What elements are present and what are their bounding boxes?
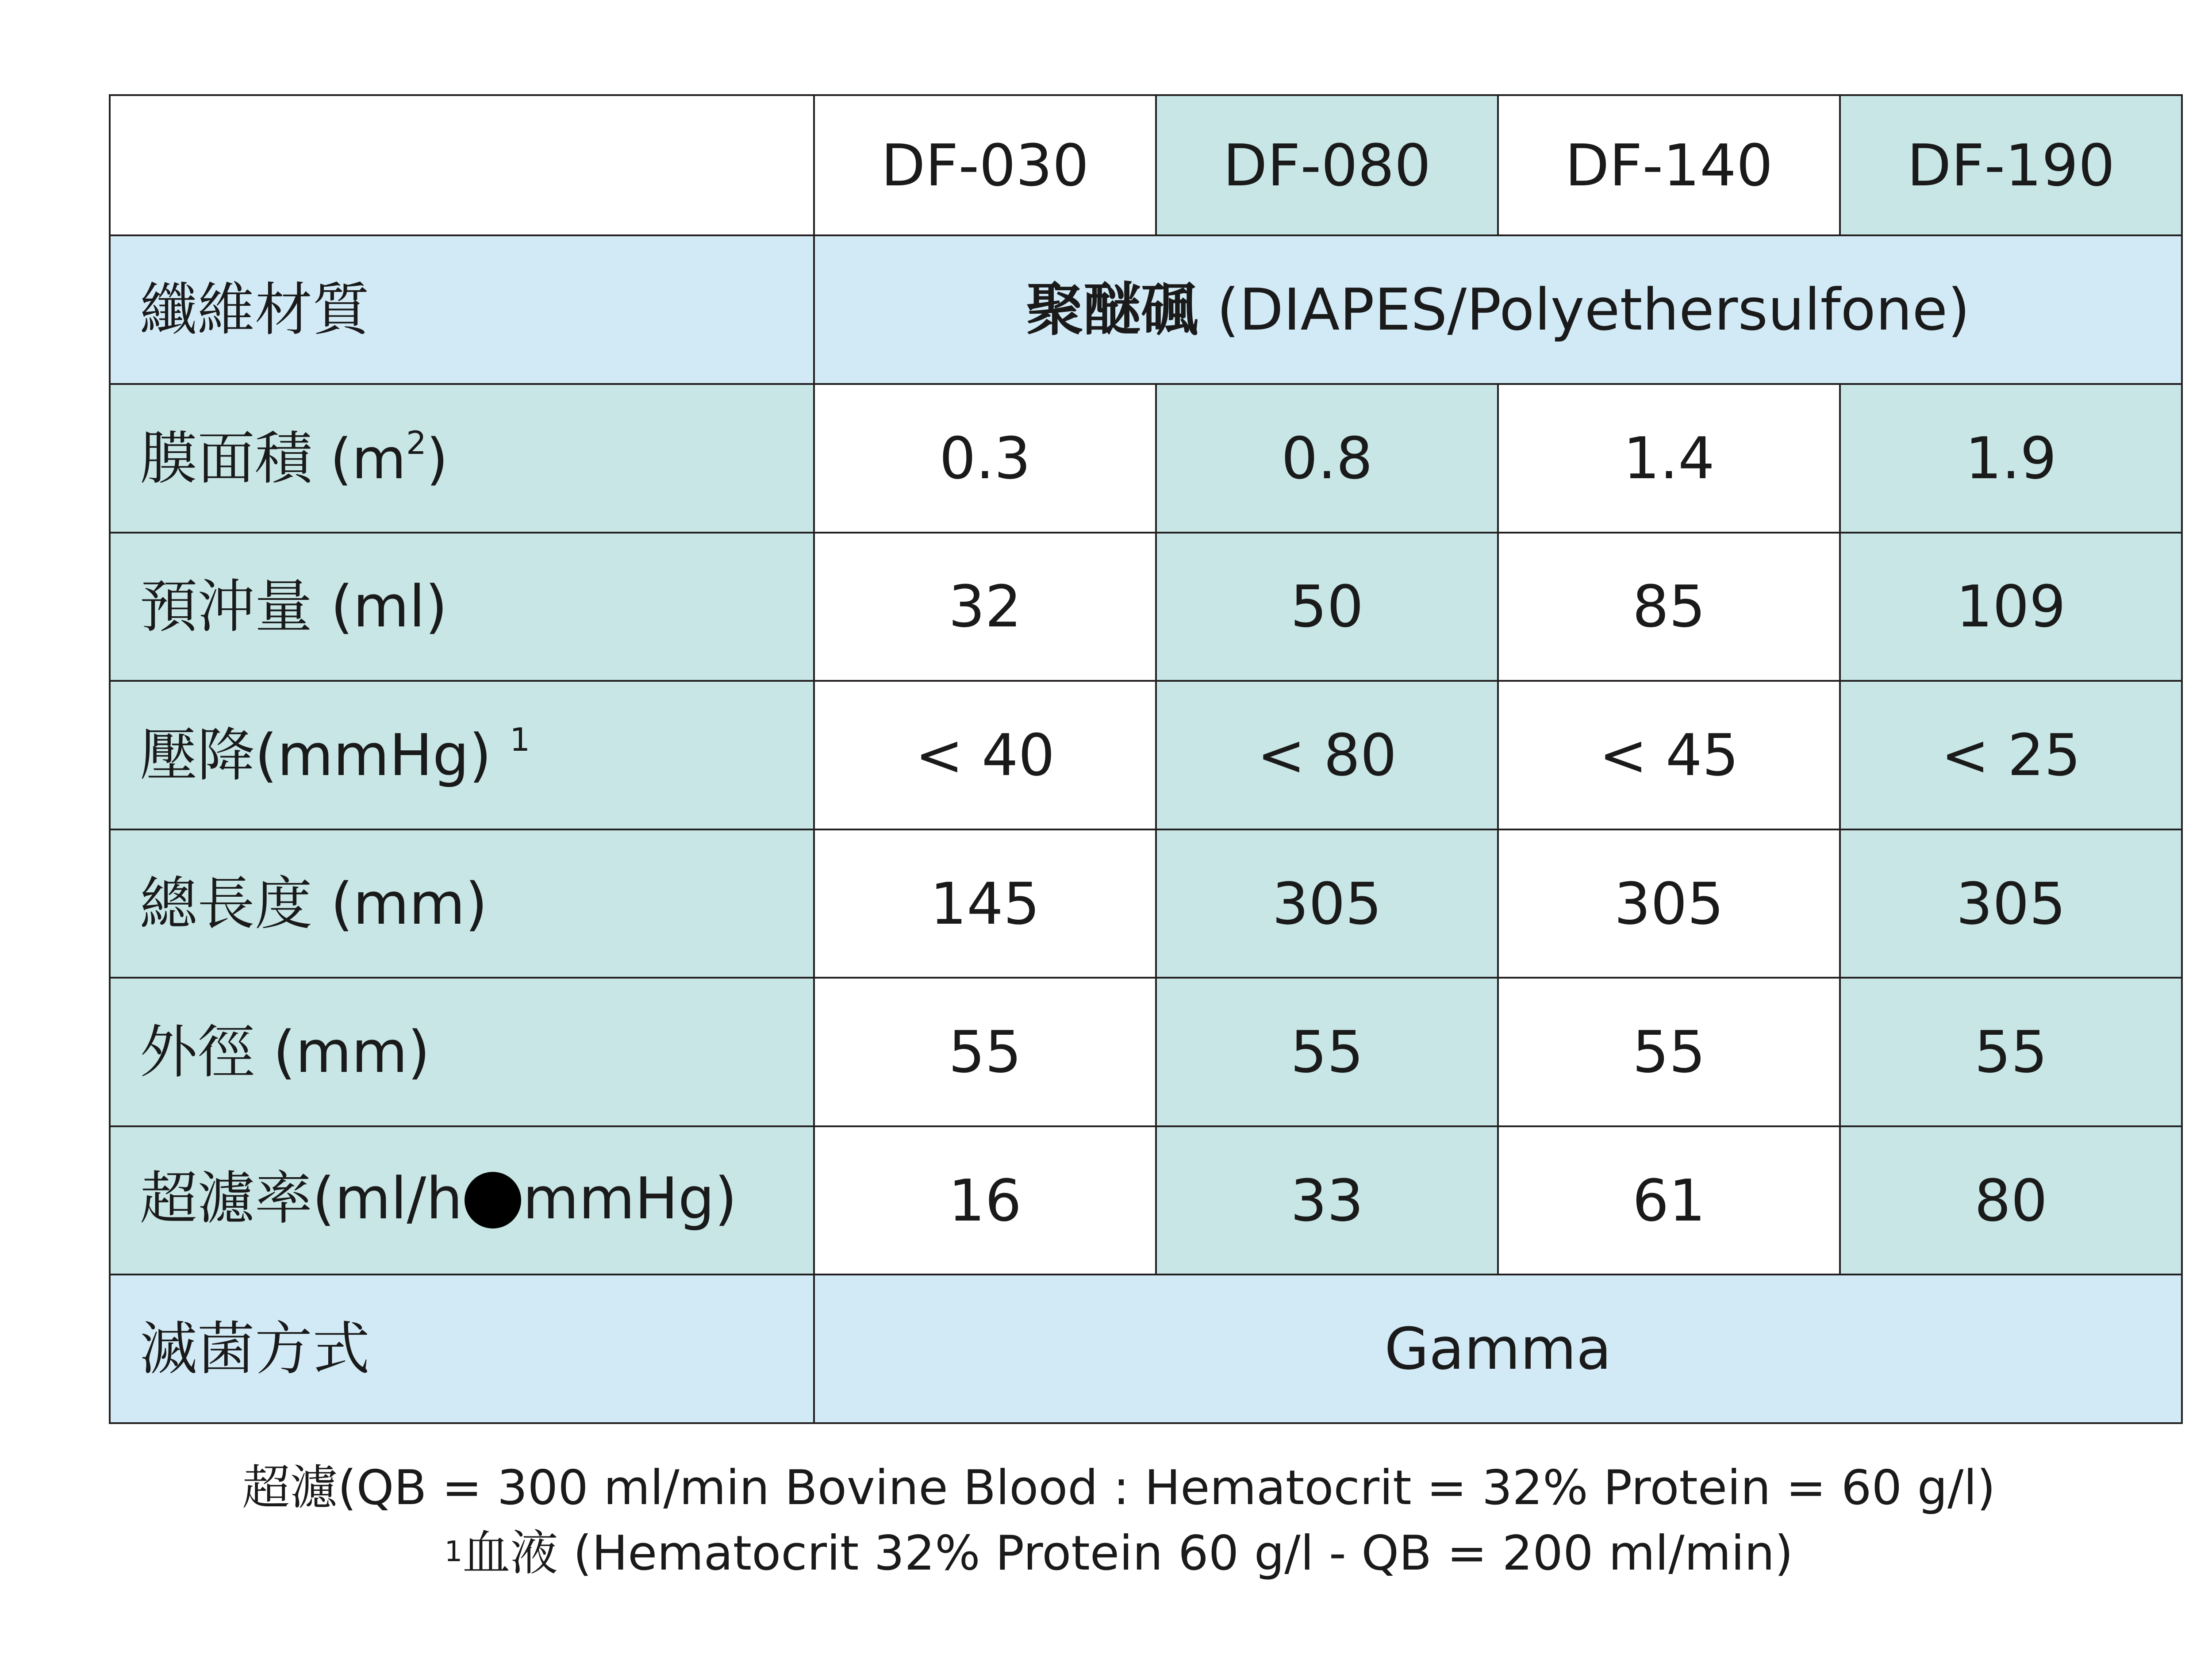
pressure-value-df-080: < 80 [1156, 681, 1498, 829]
row-label-pressure [110, 681, 814, 829]
priming-value-df-080: 50 [1156, 533, 1498, 681]
area-value-df-190: 1.9 [1840, 384, 2182, 533]
row-label-sterilization: 滅菌方式 [110, 1275, 814, 1423]
footnote-blood-text: 血液 (Hematocrit 32% Protein 60 g/l - QB = 200 ml/min) [462, 1526, 1793, 1581]
spec-table [109, 94, 2183, 1424]
ultrafiltration-row [110, 1126, 2182, 1275]
area-label-unit-post: ) [426, 426, 448, 491]
bullet-dot-icon [465, 1172, 521, 1229]
area-value-df-140: 1.4 [1498, 384, 1840, 533]
diameter-value-df-190: 55 [1840, 978, 2182, 1126]
pressure-value-df-140: < 45 [1498, 681, 1840, 829]
fiber-material-value [814, 235, 2182, 384]
area-value-df-030: 0.3 [814, 384, 1156, 533]
pressure-drop-row [110, 681, 2182, 829]
model-header-df-030: DF-030 [814, 95, 1156, 235]
diameter-value-df-080: 55 [1156, 978, 1498, 1126]
pressure-value-df-030: < 40 [814, 681, 1156, 829]
row-label-uf [110, 1126, 814, 1275]
priming-value-df-140: 85 [1498, 533, 1840, 681]
model-header-df-080: DF-080 [1156, 95, 1498, 235]
length-value-df-080: 305 [1156, 829, 1498, 978]
row-label-area [110, 384, 814, 533]
footnote-blood [0, 1521, 2212, 1586]
total-length-row [110, 829, 2182, 978]
area-label-zh: 膜面積 [140, 424, 313, 492]
row-label-diameter: 外徑 (mm) [110, 978, 814, 1126]
fiber-material-zh: 聚醚碸 [1025, 276, 1198, 344]
length-value-df-030: 145 [814, 829, 1156, 978]
pressure-value-df-190: < 25 [1840, 681, 2182, 829]
footnote-blood-mark: 1 [444, 1536, 463, 1568]
model-header-df-140: DF-140 [1498, 95, 1840, 235]
area-value-df-080: 0.8 [1156, 384, 1498, 533]
uf-value-df-030: 16 [814, 1126, 1156, 1275]
sterilization-value: Gamma [814, 1275, 2182, 1423]
fiber-material-row [110, 235, 2182, 384]
priming-volume-row [110, 533, 2182, 681]
model-header-df-190: DF-190 [1840, 95, 2182, 235]
uf-label-pre: 超濾率(ml/h [140, 1165, 463, 1232]
uf-value-df-140: 61 [1498, 1126, 1840, 1275]
sterilization-row [110, 1275, 2182, 1423]
priming-value-df-030: 32 [814, 533, 1156, 681]
corner-cell [110, 95, 814, 235]
outer-diameter-row [110, 978, 2182, 1126]
uf-value-df-190: 80 [1840, 1126, 2182, 1275]
membrane-area-row [110, 384, 2182, 533]
row-label-priming: 預沖量 (ml) [110, 533, 814, 681]
length-value-df-140: 305 [1498, 829, 1840, 978]
pressure-label-footnote-mark: 1 [510, 721, 530, 758]
row-label-length: 總長度 (mm) [110, 829, 814, 978]
header-row [110, 95, 2182, 235]
row-label-fiber: 纖維材質 [110, 235, 814, 384]
footnote-ultrafiltration: 超濾(QB = 300 ml/min Bovine Blood : Hematocrit = 32% Protein = 60 g/l) [242, 1460, 1996, 1516]
uf-value-df-080: 33 [1156, 1126, 1498, 1275]
diameter-value-df-140: 55 [1498, 978, 1840, 1126]
area-label-unit-pre: (m [312, 426, 406, 491]
area-label-unit-sup: 2 [406, 424, 426, 461]
diameter-value-df-030: 55 [814, 978, 1156, 1126]
length-value-df-190: 305 [1840, 829, 2182, 978]
fiber-material-en: (DIAPES/Polyethersulfone) [1198, 276, 1970, 344]
uf-label-post: mmHg) [522, 1165, 737, 1232]
footnotes [0, 1455, 2212, 1586]
pressure-label-text: 壓降(mmHg) [140, 721, 492, 789]
priming-value-df-190: 109 [1840, 533, 2182, 681]
